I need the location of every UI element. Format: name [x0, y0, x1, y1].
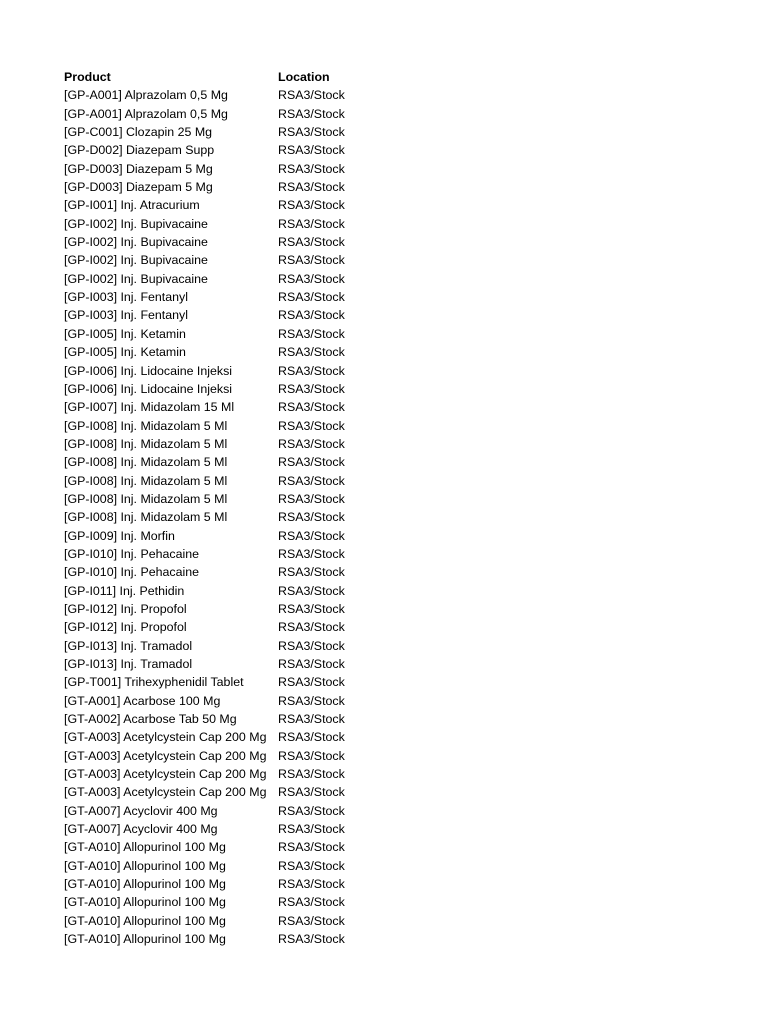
table-row — [64, 802, 368, 820]
product-cell: [GP-I012] Inj. Propofol — [64, 620, 187, 635]
product-cell: [GT-A010] Allopurinol 100 Mg — [64, 895, 226, 910]
product-cell: [GP-I011] Inj. Pethidin — [64, 583, 185, 598]
table-row — [64, 398, 368, 416]
location-cell: RSA3/Stock — [278, 143, 345, 158]
location-cell: RSA3/Stock — [278, 345, 345, 360]
table-row — [64, 728, 368, 746]
location-cell: RSA3/Stock — [278, 620, 345, 635]
product-cell: [GP-D003] Diazepam 5 Mg — [64, 180, 213, 195]
location-cell: RSA3/Stock — [278, 528, 345, 543]
location-cell: RSA3/Stock — [278, 400, 345, 415]
location-cell: RSA3/Stock — [278, 877, 345, 892]
location-cell: RSA3/Stock — [278, 106, 345, 121]
product-cell: [GP-I010] Inj. Pehacaine — [64, 546, 200, 561]
table-row — [64, 160, 368, 178]
product-cell: [GP-I008] Inj. Midazolam 5 Ml — [64, 510, 228, 525]
product-location-table — [64, 68, 368, 949]
product-cell: [GP-I008] Inj. Midazolam 5 Ml — [64, 418, 228, 433]
table-row — [64, 453, 368, 471]
product-cell: [GP-I013] Inj. Tramadol — [64, 638, 193, 653]
location-cell: RSA3/Stock — [278, 216, 345, 231]
table-row — [64, 362, 368, 380]
product-cell: [GP-I005] Inj. Ketamin — [64, 345, 186, 360]
table-row — [64, 435, 368, 453]
location-cell: RSA3/Stock — [278, 932, 345, 947]
table-row — [64, 655, 368, 673]
product-cell: [GP-I007] Inj. Midazolam 15 Ml — [64, 400, 235, 415]
table-row — [64, 692, 368, 710]
product-cell: [GT-A010] Allopurinol 100 Mg — [64, 877, 226, 892]
location-cell: RSA3/Stock — [278, 803, 345, 818]
product-cell: [GP-I006] Inj. Lidocaine Injeksi — [64, 381, 233, 396]
header-product: Product — [64, 70, 111, 84]
table-row — [64, 306, 368, 324]
location-cell: RSA3/Stock — [278, 253, 345, 268]
product-cell: [GT-A010] Allopurinol 100 Mg — [64, 858, 226, 873]
location-cell: RSA3/Stock — [278, 730, 345, 745]
location-cell: RSA3/Stock — [278, 546, 345, 561]
location-cell: RSA3/Stock — [278, 161, 345, 176]
product-cell: [GT-A003] Acetylcystein Cap 200 Mg — [64, 730, 267, 745]
product-cell: [GP-T001] Trihexyphenidil Tablet — [64, 675, 244, 690]
table-row — [64, 417, 368, 435]
location-cell: RSA3/Stock — [278, 657, 345, 671]
location-cell: RSA3/Stock — [278, 88, 345, 103]
table-row — [64, 710, 368, 728]
location-cell: RSA3/Stock — [278, 491, 345, 506]
table-row — [64, 747, 368, 765]
location-cell: RSA3/Stock — [278, 767, 345, 782]
product-cell: [GP-I012] Inj. Propofol — [64, 601, 187, 616]
product-cell: [GP-I010] Inj. Pehacaine — [64, 565, 200, 580]
location-cell: RSA3/Stock — [278, 271, 345, 286]
product-cell: [GP-I002] Inj. Bupivacaine — [64, 235, 208, 250]
table-row — [64, 380, 368, 398]
table-row — [64, 637, 368, 655]
product-cell: [GP-I005] Inj. Ketamin — [64, 326, 186, 341]
location-cell: RSA3/Stock — [278, 308, 345, 323]
table-row — [64, 472, 368, 490]
product-cell: [GP-I008] Inj. Midazolam 5 Ml — [64, 473, 228, 488]
product-cell: [GP-A001] Alprazolam 0,5 Mg — [64, 88, 228, 103]
location-cell: RSA3/Stock — [278, 381, 345, 396]
location-cell: RSA3/Stock — [278, 290, 345, 305]
location-cell: RSA3/Stock — [278, 418, 345, 433]
table-row — [64, 582, 368, 600]
location-cell: RSA3/Stock — [278, 601, 345, 616]
location-cell: RSA3/Stock — [278, 235, 345, 250]
location-cell: RSA3/Stock — [278, 180, 345, 195]
table-row — [64, 563, 368, 581]
product-cell: [GP-I008] Inj. Midazolam 5 Ml — [64, 491, 228, 506]
product-cell: [GT-A002] Acarbose Tab 50 Mg — [64, 712, 237, 727]
product-cell: [GT-A010] Allopurinol 100 Mg — [64, 840, 226, 855]
product-cell: [GP-A001] Alprazolam 0,5 Mg — [64, 106, 228, 121]
location-cell: RSA3/Stock — [278, 583, 345, 598]
product-cell: [GT-A001] Acarbose 100 Mg — [64, 693, 221, 708]
table-row — [64, 141, 368, 159]
location-cell: RSA3/Stock — [278, 693, 345, 708]
location-cell: RSA3/Stock — [278, 565, 345, 580]
product-cell: [GP-I013] Inj. Tramadol — [64, 657, 193, 671]
table-row — [64, 820, 368, 838]
location-cell: RSA3/Stock — [278, 785, 345, 800]
table-row — [64, 343, 368, 361]
table-header-row — [64, 68, 368, 86]
table-row — [64, 508, 368, 526]
location-cell: RSA3/Stock — [278, 895, 345, 910]
table-row — [64, 215, 368, 233]
table-row — [64, 838, 368, 856]
location-cell: RSA3/Stock — [278, 712, 345, 727]
location-cell: RSA3/Stock — [278, 858, 345, 873]
product-cell: [GP-I002] Inj. Bupivacaine — [64, 253, 208, 268]
location-cell: RSA3/Stock — [278, 675, 345, 690]
location-cell: RSA3/Stock — [278, 822, 345, 837]
location-cell: RSA3/Stock — [278, 363, 345, 378]
product-cell: [GP-I003] Inj. Fentanyl — [64, 290, 188, 305]
table-row — [64, 875, 368, 893]
table-row — [64, 618, 368, 636]
product-cell: [GP-I001] Inj. Atracurium — [64, 198, 200, 213]
product-cell: [GP-D002] Diazepam Supp — [64, 143, 215, 158]
location-cell: RSA3/Stock — [278, 326, 345, 341]
location-cell: RSA3/Stock — [278, 125, 345, 140]
location-cell: RSA3/Stock — [278, 748, 345, 763]
product-cell: [GT-A010] Allopurinol 100 Mg — [64, 932, 226, 947]
table-row — [64, 251, 368, 269]
product-cell: [GP-I003] Inj. Fentanyl — [64, 308, 188, 323]
product-cell: [GT-A003] Acetylcystein Cap 200 Mg — [64, 785, 267, 800]
product-cell: [GP-I008] Inj. Midazolam 5 Ml — [64, 455, 228, 470]
table-row — [64, 270, 368, 288]
table-row — [64, 196, 368, 214]
table-row — [64, 783, 368, 801]
location-cell: RSA3/Stock — [278, 913, 345, 928]
product-cell: [GT-A007] Acyclovir 400 Mg — [64, 822, 218, 837]
header-location: Location — [278, 70, 330, 84]
table-row — [64, 930, 368, 948]
product-cell: [GT-A003] Acetylcystein Cap 200 Mg — [64, 748, 267, 763]
table-row — [64, 893, 368, 911]
table-body — [64, 86, 368, 948]
table-row — [64, 325, 368, 343]
product-cell: [GP-I002] Inj. Bupivacaine — [64, 271, 208, 286]
table-row — [64, 86, 368, 104]
product-cell: [GP-D003] Diazepam 5 Mg — [64, 161, 213, 176]
table-row — [64, 673, 368, 691]
product-cell: [GT-A003] Acetylcystein Cap 200 Mg — [64, 767, 267, 782]
product-cell: [GP-I009] Inj. Morfin — [64, 528, 175, 543]
product-cell: [GP-I002] Inj. Bupivacaine — [64, 216, 208, 231]
product-cell: [GP-C001] Clozapin 25 Mg — [64, 125, 213, 140]
table-row — [64, 178, 368, 196]
table-row — [64, 912, 368, 930]
location-cell: RSA3/Stock — [278, 510, 345, 525]
table-row — [64, 123, 368, 141]
product-cell: [GP-I006] Inj. Lidocaine Injeksi — [64, 363, 233, 378]
location-cell: RSA3/Stock — [278, 198, 345, 213]
product-cell: [GP-I008] Inj. Midazolam 5 Ml — [64, 436, 228, 451]
table-row — [64, 857, 368, 875]
table-row — [64, 105, 368, 123]
table-row — [64, 765, 368, 783]
location-cell: RSA3/Stock — [278, 638, 345, 653]
location-cell: RSA3/Stock — [278, 840, 345, 855]
table-row — [64, 527, 368, 545]
location-cell: RSA3/Stock — [278, 473, 345, 488]
table-row — [64, 545, 368, 563]
location-cell: RSA3/Stock — [278, 455, 345, 470]
product-cell: [GT-A010] Allopurinol 100 Mg — [64, 913, 226, 928]
table-row — [64, 490, 368, 508]
table-row — [64, 600, 368, 618]
table-row — [64, 233, 368, 251]
product-cell: [GT-A007] Acyclovir 400 Mg — [64, 803, 218, 818]
location-cell: RSA3/Stock — [278, 436, 345, 451]
table-row — [64, 288, 368, 306]
